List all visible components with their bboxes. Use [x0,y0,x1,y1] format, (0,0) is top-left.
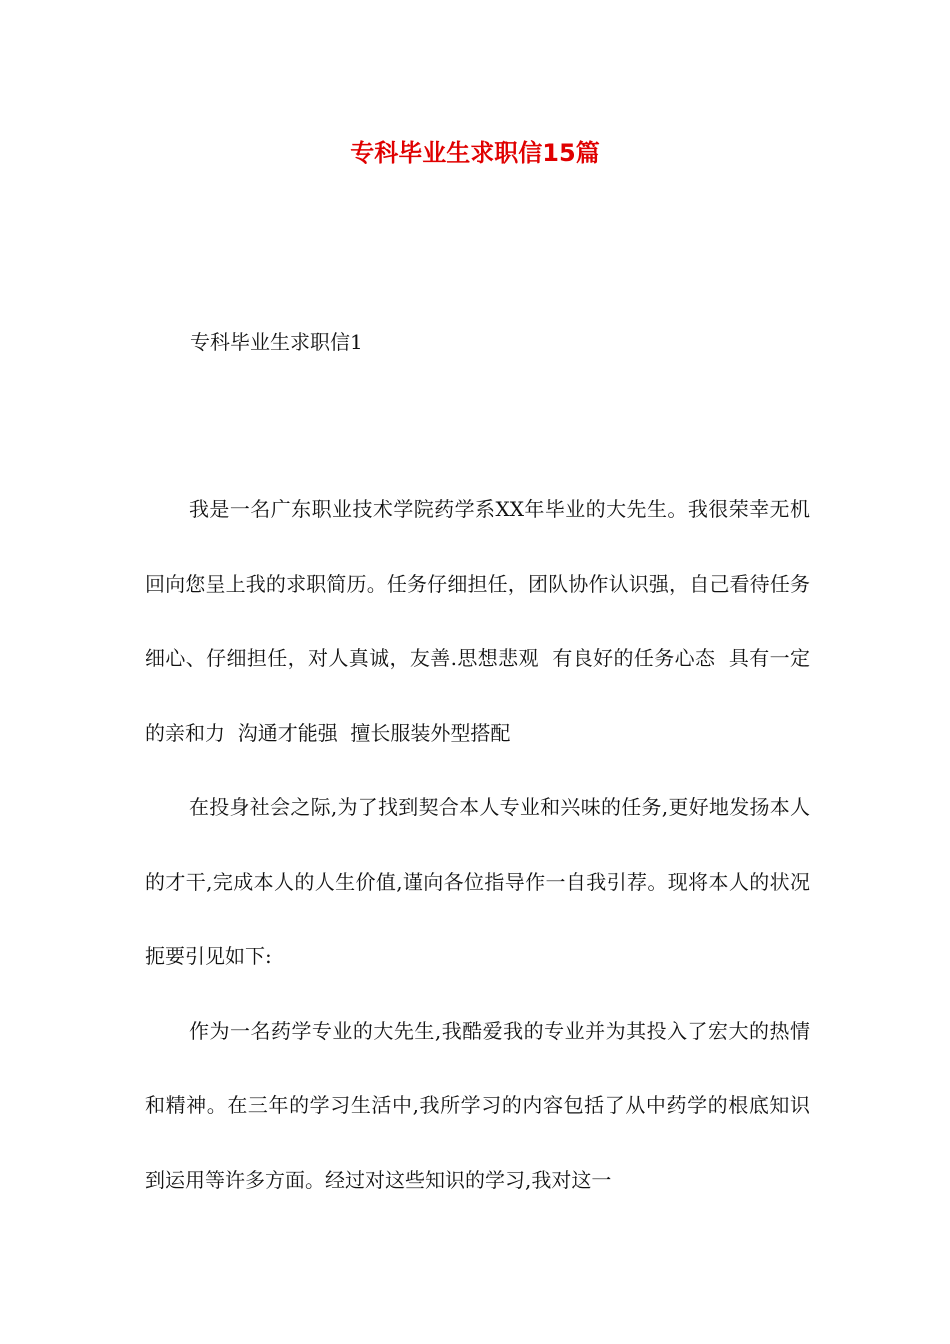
paragraph-1: 我是一名广东职业技术学院药学系XX年毕业的大先生。我很荣幸无机回向您呈上我的求职简历。任务仔细担任，团队协作认识强，自己看待任务细心、仔细担任，对人真诚，友善.思想悲观 有良好的任务心态 具有一定的亲和力 沟通才能强 擅长服装外型搭配 [145,497,810,745]
section-heading: 专科毕业生求职信1 [190,330,363,354]
paragraph-2: 在投身社会之际,为了找到契合本人专业和兴味的任务,更好地发扬本人的才干,完成本人的人生价值,谨向各位指导作一自我引荐。现将本人的状况扼要引见如下: [145,795,810,968]
document-title: 专科毕业生求职信15篇 [350,139,600,167]
paragraph-3: 作为一名药学专业的大先生,我酷爱我的专业并为其投入了宏大的热情和精神。在三年的学习生活中,我所学习的内容包括了从中药学的根底知识到运用等许多方面。经过对这些知识的学习,我对这一 [145,1018,810,1192]
letter-body [145,472,810,1217]
